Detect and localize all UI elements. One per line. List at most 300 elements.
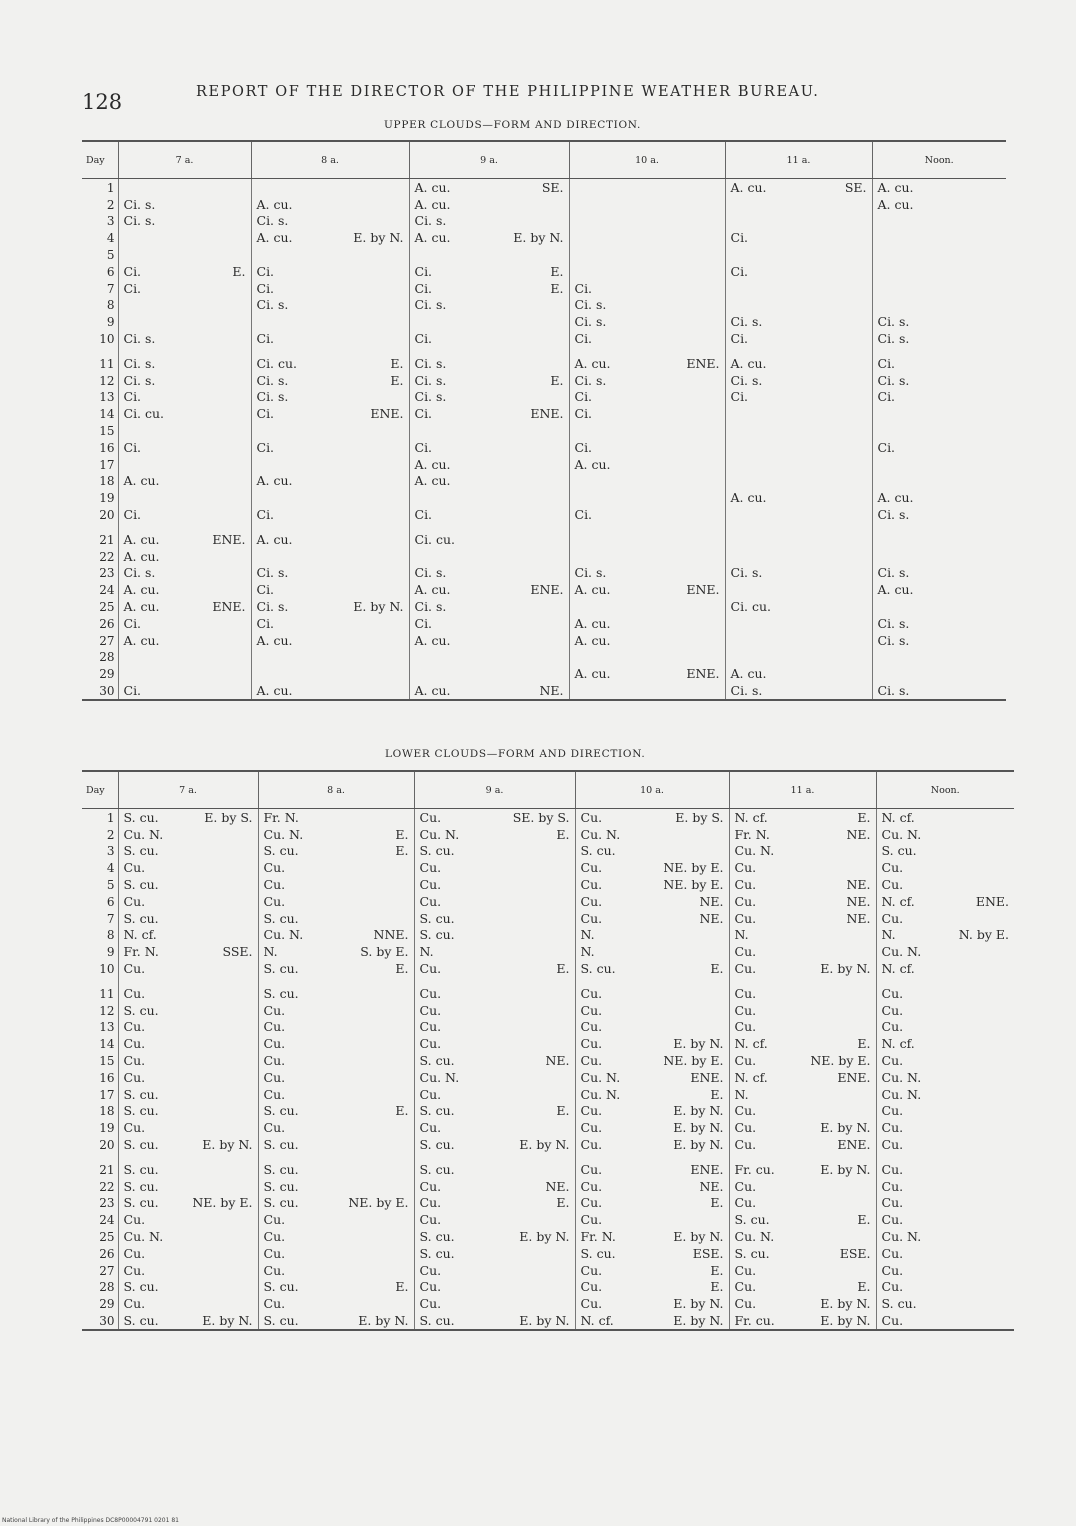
observation-cell (575, 1228, 729, 1245)
page-number: 128 (82, 90, 123, 114)
cloud-form: Ci. s. (730, 565, 763, 581)
day-cell: 19 (99, 1121, 115, 1136)
table-row (82, 313, 1006, 330)
table-row (82, 843, 1014, 860)
observation-cell (725, 649, 872, 666)
header-8a: 8 a. (258, 771, 414, 809)
cloud-form: Ci. (574, 330, 593, 346)
observation-cell (118, 1245, 258, 1262)
cloud-form: Ci. (574, 280, 593, 296)
cloud-form: Fr. N. (734, 826, 770, 842)
observation-cell (258, 859, 414, 876)
observation-cell (569, 473, 725, 490)
observation-cell (569, 682, 725, 699)
cloud-form: A. cu. (877, 490, 914, 506)
spacer-cell (82, 977, 118, 985)
cloud-form: Cu. (263, 1262, 286, 1278)
observation-cell (872, 405, 1006, 422)
observation-cell (725, 213, 872, 230)
cloud-form: Cu. (881, 1212, 904, 1228)
observation-cell (569, 649, 725, 666)
observation-cell (729, 859, 876, 876)
cloud-form: Cu. (263, 1036, 286, 1052)
observation-cell (569, 665, 725, 682)
day-cell: 28 (99, 1280, 115, 1295)
cloud-form: Fr. N. (263, 809, 299, 825)
day-cell: 22 (99, 549, 115, 564)
table-row (82, 1228, 1014, 1245)
cloud-form: Cu. (881, 1052, 904, 1068)
cloud-form: Cu. (734, 1120, 757, 1136)
cloud-form: Ci. (414, 280, 433, 296)
cloud-form: Cu. (734, 893, 757, 909)
cloud-form: Ci. s. (256, 389, 289, 405)
spacer-cell (725, 347, 872, 355)
table-row (82, 229, 1006, 246)
cloud-form: S. cu. (580, 843, 616, 859)
upper-clouds-title: UPPER CLOUDS—FORM AND DIRECTION. (384, 119, 642, 131)
observation-cell (725, 665, 872, 682)
cloud-form: Ci. s. (730, 372, 763, 388)
observation-cell (872, 581, 1006, 598)
cloud-form: Ci. (574, 389, 593, 405)
table-row (82, 910, 1014, 927)
day-cell: 20 (99, 507, 115, 522)
cloud-direction: E. by N. (673, 1036, 724, 1052)
cloud-direction: ENE. (370, 406, 404, 422)
cloud-direction: ESE. (692, 1245, 724, 1261)
cloud-form: Cu. (734, 1002, 757, 1018)
observation-cell (725, 330, 872, 347)
observation-cell (725, 372, 872, 389)
cloud-form: Cu. (580, 1296, 603, 1312)
observation-cell (409, 422, 569, 439)
cloud-direction: E. (390, 372, 404, 388)
table-row (82, 372, 1006, 389)
table-row (82, 263, 1006, 280)
cloud-form: S. cu. (123, 1103, 159, 1119)
cloud-direction: SE. (844, 179, 867, 195)
observation-cell (876, 1136, 1014, 1153)
table-row (82, 581, 1006, 598)
cloud-direction: E. by N. (820, 960, 871, 976)
cloud-direction: NE. by E. (810, 1052, 871, 1068)
observation-cell (118, 179, 251, 196)
day-cell: 29 (99, 667, 115, 682)
day-cell: 23 (99, 1196, 115, 1211)
observation-cell (251, 405, 409, 422)
cloud-form: Ci. (123, 439, 142, 455)
cloud-form: Fr. cu. (734, 1312, 775, 1328)
observation-cell (414, 1161, 575, 1178)
spacer-cell (82, 523, 118, 531)
cloud-form: Ci. s. (574, 565, 607, 581)
observation-cell (118, 581, 251, 598)
cloud-form: N. cf. (123, 927, 157, 943)
observation-cell (409, 598, 569, 615)
observation-cell (575, 927, 729, 944)
cloud-direction: E. by N. (673, 1296, 724, 1312)
observation-cell (258, 826, 414, 843)
cloud-form: Cu. (580, 809, 603, 825)
cloud-form: Cu. (123, 1245, 146, 1261)
observation-cell (872, 598, 1006, 615)
observation-cell (258, 1035, 414, 1052)
cloud-form: S. cu. (123, 1002, 159, 1018)
observation-cell (876, 1052, 1014, 1069)
cloud-form: Cu. N. (734, 843, 775, 859)
cloud-form: A. cu. (256, 531, 293, 547)
observation-cell (258, 1279, 414, 1296)
observation-cell (258, 1002, 414, 1019)
day-cell: 7 (106, 911, 115, 926)
table-row (82, 330, 1006, 347)
cloud-direction: E. by N. (820, 1296, 871, 1312)
day-cell: 15 (99, 423, 115, 438)
cloud-form: Ci. (256, 280, 275, 296)
cloud-form: Cu. (263, 860, 286, 876)
observation-cell (409, 473, 569, 490)
observation-cell (872, 473, 1006, 490)
cloud-form: N. (263, 944, 278, 960)
cloud-direction: ENE. (837, 1069, 871, 1085)
cloud-form: Cu. (419, 860, 442, 876)
cloud-form: S. cu. (419, 1245, 455, 1261)
cloud-direction: NE. by E. (663, 1052, 724, 1068)
observation-cell (414, 1019, 575, 1036)
cloud-form: Ci. s. (877, 372, 910, 388)
observation-cell (569, 355, 725, 372)
observation-cell (251, 263, 409, 280)
observation-cell (729, 1228, 876, 1245)
observation-cell (729, 809, 876, 826)
observation-cell (258, 1312, 414, 1329)
cloud-form: Ci. s. (877, 314, 910, 330)
observation-cell (725, 280, 872, 297)
cloud-form: Cu. (263, 1002, 286, 1018)
cloud-form: Cu. (580, 1019, 603, 1035)
cloud-form: Cu. (580, 985, 603, 1001)
cloud-form: Ci. (414, 330, 433, 346)
cloud-form: A. cu. (414, 456, 451, 472)
cloud-form: A. cu. (123, 473, 160, 489)
observation-cell (725, 179, 872, 196)
observation-cell (118, 665, 251, 682)
observation-cell (729, 1086, 876, 1103)
observation-cell (729, 1052, 876, 1069)
cloud-form: Ci. s. (730, 682, 763, 698)
cloud-form: A. cu. (123, 598, 160, 614)
day-cell: 27 (99, 633, 115, 648)
day-cell: 26 (99, 616, 115, 631)
day-cell: 8 (106, 298, 115, 313)
observation-cell (258, 1069, 414, 1086)
observation-cell (729, 1103, 876, 1120)
observation-cell (872, 615, 1006, 632)
cloud-direction: E. (710, 960, 724, 976)
table-row (82, 389, 1006, 406)
cloud-form: Ci. (730, 263, 749, 279)
observation-cell (251, 246, 409, 263)
observation-cell (118, 1295, 258, 1312)
cloud-direction: E. (395, 843, 409, 859)
cloud-form: Cu. (734, 944, 757, 960)
observation-cell (872, 263, 1006, 280)
observation-cell (258, 893, 414, 910)
cloud-form: Cu. (734, 1178, 757, 1194)
cloud-form: Ci. s. (877, 330, 910, 346)
day-cell: 5 (106, 877, 115, 892)
table-row (82, 1178, 1014, 1195)
cloud-form: Ci. s. (414, 213, 447, 229)
cloud-form: S. cu. (881, 1296, 917, 1312)
cloud-direction: SSE. (222, 944, 253, 960)
cloud-form: A. cu. (256, 473, 293, 489)
observation-cell (725, 632, 872, 649)
observation-cell (725, 489, 872, 506)
observation-cell (118, 246, 251, 263)
observation-cell (414, 1195, 575, 1212)
table-row (82, 280, 1006, 297)
day-cell: 16 (99, 440, 115, 455)
cloud-direction: NE. by E. (192, 1195, 253, 1211)
observation-cell (569, 531, 725, 548)
observation-cell (575, 1002, 729, 1019)
observation-cell (118, 682, 251, 699)
observation-cell (729, 1279, 876, 1296)
day-cell: 3 (106, 214, 115, 229)
observation-cell (414, 943, 575, 960)
day-cell: 7 (106, 281, 115, 296)
cloud-direction: ENE. (686, 666, 720, 682)
observation-cell (729, 1119, 876, 1136)
cloud-direction: NE. (545, 1178, 570, 1194)
cloud-form: S. cu. (123, 1195, 159, 1211)
spacer-cell (118, 1153, 258, 1161)
cloud-form: Ci. s. (256, 372, 289, 388)
observation-cell (118, 1211, 258, 1228)
observation-cell (118, 439, 251, 456)
cloud-direction: E. by N. (820, 1312, 871, 1328)
observation-cell (725, 263, 872, 280)
cloud-form: Cu. (734, 1262, 757, 1278)
cloud-form: Ci. s. (574, 372, 607, 388)
cloud-form: A. cu. (574, 582, 611, 598)
cloud-form: Fr. cu. (734, 1161, 775, 1177)
observation-cell (575, 1052, 729, 1069)
observation-cell (409, 179, 569, 196)
cloud-form: S. cu. (419, 1228, 455, 1244)
observation-cell (414, 1086, 575, 1103)
cloud-form: Ci. cu. (414, 531, 456, 547)
header-11a: 11 a. (725, 141, 872, 179)
cloud-form: Cu. N. (580, 826, 621, 842)
observation-cell (251, 615, 409, 632)
cloud-form: S. cu. (419, 843, 455, 859)
cloud-direction: E. (857, 1036, 871, 1052)
cloud-form: Ci. s. (877, 632, 910, 648)
observation-cell (251, 456, 409, 473)
cloud-form: Cu. (580, 1002, 603, 1018)
observation-cell (118, 960, 258, 977)
observation-cell (872, 372, 1006, 389)
cloud-form: Cu. N. (419, 826, 460, 842)
cloud-form: S. cu. (123, 1136, 159, 1152)
cloud-direction: E. (556, 960, 570, 976)
observation-cell (118, 422, 251, 439)
observation-cell (725, 615, 872, 632)
cloud-form: A. cu. (574, 355, 611, 371)
observation-cell (876, 893, 1014, 910)
observation-cell (414, 1211, 575, 1228)
footer-credit: National Library of the Philippines DC8P00004791 0201 81 (2, 1517, 179, 1524)
cloud-form: Ci. s. (877, 506, 910, 522)
day-cell: 23 (99, 566, 115, 581)
cloud-form: A. cu. (877, 179, 914, 195)
cloud-form: N. (580, 927, 595, 943)
cloud-form: Ci. s. (256, 598, 289, 614)
cloud-direction: E. (710, 1195, 724, 1211)
cloud-form: Ci. (877, 389, 896, 405)
cloud-form: Cu. (419, 1002, 442, 1018)
spacer-cell (251, 523, 409, 531)
cloud-form: N. (734, 927, 749, 943)
cloud-direction: SE. by S. (512, 809, 570, 825)
cloud-form: Ci. s. (123, 196, 156, 212)
observation-cell (258, 927, 414, 944)
day-cell: 30 (99, 683, 115, 698)
cloud-direction: E. (390, 355, 404, 371)
day-cell: 15 (99, 1053, 115, 1068)
observation-cell (118, 456, 251, 473)
observation-cell (118, 1178, 258, 1195)
cloud-form: S. cu. (263, 1312, 299, 1328)
cloud-form: Ci. (414, 506, 433, 522)
spacer-cell (729, 977, 876, 985)
cloud-form: Cu. (123, 960, 146, 976)
observation-cell (258, 1228, 414, 1245)
upper-table-body (82, 179, 1006, 699)
spacer-cell (118, 977, 258, 985)
observation-cell (118, 196, 251, 213)
cloud-direction: E. by N. (519, 1312, 570, 1328)
observation-cell (876, 1279, 1014, 1296)
cloud-form: Ci. (730, 389, 749, 405)
observation-cell (729, 1178, 876, 1195)
cloud-form: Cu. (881, 1120, 904, 1136)
cloud-form: Cu. (881, 1312, 904, 1328)
cloud-form: S. cu. (734, 1245, 770, 1261)
observation-cell (118, 389, 251, 406)
observation-cell (409, 297, 569, 314)
observation-cell (872, 489, 1006, 506)
header-noon: Noon. (872, 141, 1006, 179)
day-cell: 18 (99, 1104, 115, 1119)
observation-cell (729, 1035, 876, 1052)
cloud-form: Cu. (419, 1120, 442, 1136)
cloud-form: Cu. (123, 1052, 146, 1068)
observation-cell (414, 876, 575, 893)
observation-cell (251, 632, 409, 649)
observation-cell (569, 196, 725, 213)
observation-cell (409, 280, 569, 297)
observation-cell (118, 1195, 258, 1212)
observation-cell (569, 297, 725, 314)
observation-cell (729, 943, 876, 960)
cloud-form: Ci. s. (123, 213, 156, 229)
cloud-direction: NE. (699, 910, 724, 926)
cloud-form: Cu. N. (580, 1086, 621, 1102)
cloud-form: Cu. (123, 1262, 146, 1278)
table-row (82, 665, 1006, 682)
observation-cell (725, 473, 872, 490)
day-cell: 21 (99, 532, 115, 547)
cloud-form: Fr. N. (580, 1228, 616, 1244)
observation-cell (872, 196, 1006, 213)
day-cell: 13 (99, 1020, 115, 1035)
observation-cell (118, 506, 251, 523)
day-cell: 1 (106, 810, 115, 825)
observation-cell (409, 246, 569, 263)
cloud-form: A. cu. (574, 456, 611, 472)
cloud-form: Cu. (580, 893, 603, 909)
cloud-form: Ci. (414, 406, 433, 422)
observation-cell (876, 876, 1014, 893)
cloud-direction: NNE. (373, 927, 409, 943)
cloud-form: Cu. (734, 1279, 757, 1295)
observation-cell (876, 960, 1014, 977)
cloud-form: Cu. (881, 1161, 904, 1177)
cloud-form: S. cu. (419, 1312, 455, 1328)
observation-cell (729, 1161, 876, 1178)
observation-cell (872, 229, 1006, 246)
cloud-direction: E. (857, 809, 871, 825)
observation-cell (725, 598, 872, 615)
observation-cell (575, 809, 729, 826)
observation-cell (725, 456, 872, 473)
observation-cell (118, 985, 258, 1002)
cloud-form: Cu. N. (881, 826, 922, 842)
lower-clouds-title: LOWER CLOUDS—FORM AND DIRECTION. (385, 748, 646, 760)
cloud-form: Cu. (263, 1069, 286, 1085)
spacer-cell (409, 347, 569, 355)
cloud-direction: NE. (699, 1178, 724, 1194)
cloud-form: S. cu. (263, 1279, 299, 1295)
cloud-form: Ci. s. (877, 565, 910, 581)
observation-cell (118, 1136, 258, 1153)
observation-cell (409, 213, 569, 230)
day-cell: 16 (99, 1070, 115, 1085)
cloud-form: Cu. (123, 1069, 146, 1085)
observation-cell (258, 1136, 414, 1153)
cloud-form: S. cu. (123, 843, 159, 859)
cloud-direction: E. by N. (820, 1120, 871, 1136)
cloud-form: A. cu. (414, 179, 451, 195)
cloud-direction: NE. by E. (348, 1195, 409, 1211)
cloud-direction: E. by N. (513, 230, 564, 246)
observation-cell (575, 1295, 729, 1312)
observation-cell (575, 1211, 729, 1228)
cloud-form: Ci. cu. (730, 598, 772, 614)
observation-cell (414, 960, 575, 977)
observation-cell (575, 985, 729, 1002)
table-row (82, 506, 1006, 523)
observation-cell (876, 1245, 1014, 1262)
table-row (82, 213, 1006, 230)
cloud-form: S. cu. (419, 1103, 455, 1119)
spacer-row (82, 347, 1006, 355)
observation-cell (414, 1312, 575, 1329)
